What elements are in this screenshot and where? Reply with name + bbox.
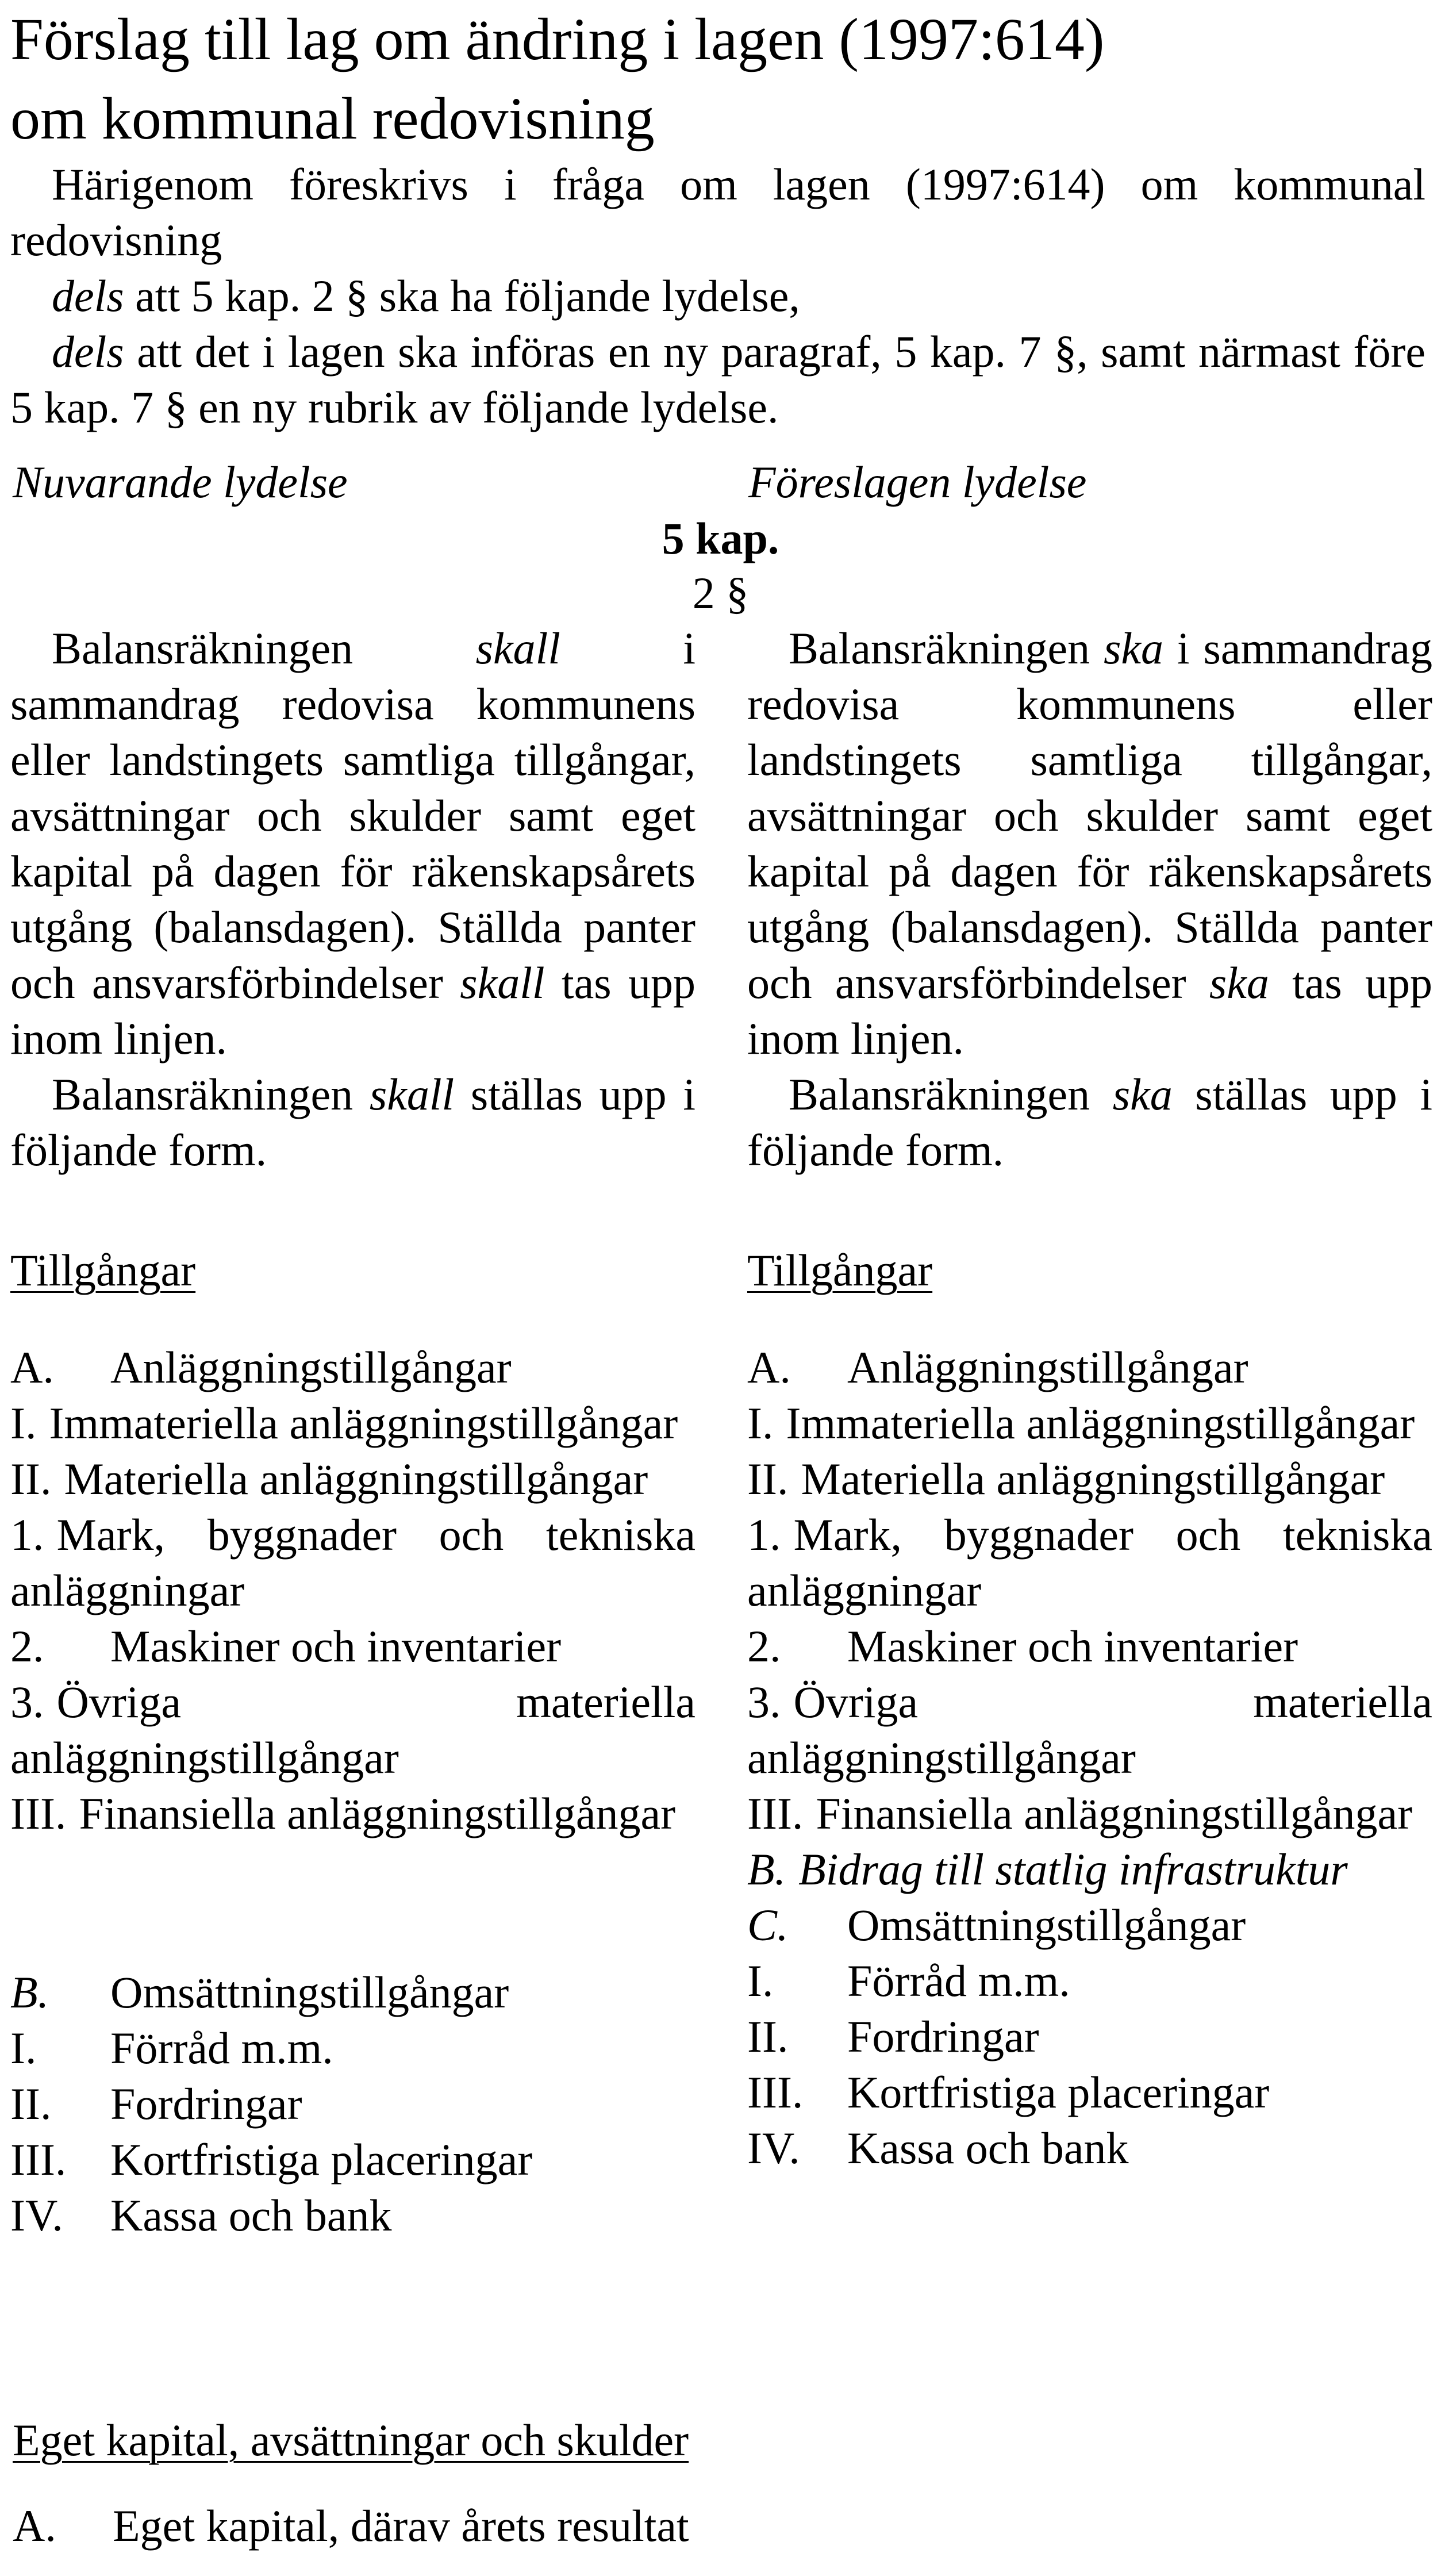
list-item: 3. Övriga materiella anläggningstillgångar <box>747 1677 1432 1783</box>
left-paragraph-2: Balansräkningen skall ställas upp i följande form. <box>10 1069 695 1175</box>
list-item: A. Anläggningstillgångar <box>747 1342 1248 1392</box>
list-item: III. Finansiella anläggningstillgångar <box>10 1788 676 1838</box>
list-item: IV. Kassa och bank <box>747 2123 1129 2173</box>
left-assets-heading: Tillgångar <box>10 1245 196 1295</box>
list-item: 3. Övriga materiella anläggningstillgångar <box>10 1677 695 1783</box>
title-line-1: Förslag till lag om ändring i lagen (1997:614) <box>10 6 1105 72</box>
proposed-wording-column <box>747 620 1432 2176</box>
intro-paragraph-2 <box>10 268 1425 324</box>
title-line-2: om kommunal redovisning <box>10 86 655 152</box>
chapter-heading: 5 kap. <box>662 513 779 563</box>
list-item: A. Anläggningstillgångar <box>10 1342 512 1392</box>
list-item: I. Immateriella anläggningstillgångar <box>10 1398 678 1448</box>
section-heading: 2 § <box>692 568 749 618</box>
list-item: B. Omsättningstillgångar <box>10 1967 509 2017</box>
list-item: 2. Maskiner och inventarier <box>747 1621 1298 1671</box>
list-item: C. Omsättningstillgångar <box>747 1900 1246 1950</box>
modal-verb: ska <box>1104 623 1164 673</box>
modal-verb: skall <box>475 623 560 673</box>
list-item: III. Kortfristiga placeringar <box>747 2067 1270 2117</box>
intro-paragraph-2-text: att 5 kap. 2 § ska ha följande lydelse, <box>124 271 800 321</box>
list-item: II. Fordringar <box>747 2011 1039 2061</box>
column-header-current: Nuvarande lydelse <box>13 457 348 507</box>
modal-verb: skall <box>460 958 545 1008</box>
list-item: III. Finansiella anläggningstillgångar <box>747 1788 1413 1838</box>
equity-heading: Eget kapital, avsättningar och skulder <box>13 2415 689 2465</box>
intro <box>10 156 1425 435</box>
dels-word: dels <box>52 327 124 377</box>
modal-verb: ska <box>1209 958 1269 1008</box>
list-item: 1. Mark, byggnader och tekniska anläggningar <box>10 1510 695 1615</box>
current-wording-column <box>10 620 695 2243</box>
intro-paragraph-3-text: att det i lagen ska införas en ny paragraf, 5 kap. 7 §, samt närmast före 5 kap. 7 § en ny rubrik av följande lydelse. <box>10 327 1425 432</box>
dels-word: dels <box>52 271 124 321</box>
list-item: I. Förråd m.m. <box>747 1956 1070 2006</box>
new-list-item: B. Bidrag till statlig infrastruktur <box>747 1844 1348 1894</box>
right-paragraph-1: Balansräkningen ska i sammandrag redovisa kommunens eller landstingets samtliga tillgångar, avsättningar och skulder samt eget kapital på dagen för räkenskapsårets utgång (balansdagen). Ställda panter och ansvarsförbindelser ska tas upp inom linjen. <box>747 623 1432 1064</box>
list-item: 2. Maskiner och inventarier <box>10 1621 562 1671</box>
list-item: I. Immateriella anläggningstillgångar <box>747 1398 1415 1448</box>
list-item: IV. Kassa och bank <box>10 2190 392 2240</box>
list-item: 1. Mark, byggnader och tekniska anläggningar <box>747 1510 1432 1615</box>
right-paragraph-2: Balansräkningen ska ställas upp i följande form. <box>747 1069 1432 1175</box>
list-item: II. Fordringar <box>10 2079 302 2129</box>
list-item: III. Kortfristiga placeringar <box>10 2134 533 2185</box>
modal-verb: ska <box>1112 1069 1173 1119</box>
column-header-proposed: Föreslagen lydelse <box>748 457 1087 507</box>
right-assets-heading: Tillgångar <box>747 1245 933 1295</box>
intro-paragraph-3 <box>10 324 1425 435</box>
list-item: II. Materiella anläggningstillgångar <box>10 1454 648 1504</box>
document-title <box>10 0 1424 159</box>
list-item: II. Materiella anläggningstillgångar <box>747 1454 1385 1504</box>
list-item: A. Eget kapital, därav årets resultat <box>13 2501 689 2551</box>
list-item: I. Förråd m.m. <box>10 2023 333 2073</box>
left-paragraph-1: Balansräkningen skall i sammandrag redovisa kommunens eller landstingets samtliga tillgångar, avsättningar och skulder samt eget kapital på dagen för räkenskapsårets utgång (balansdagen). Ställda panter och ansvarsförbindelser skall tas upp inom linjen. <box>10 623 695 1064</box>
modal-verb: skall <box>369 1069 455 1119</box>
intro-paragraph-1: Härigenom föreskrivs i fråga om lagen (1997:614) om kommunal redovisning <box>10 159 1425 265</box>
